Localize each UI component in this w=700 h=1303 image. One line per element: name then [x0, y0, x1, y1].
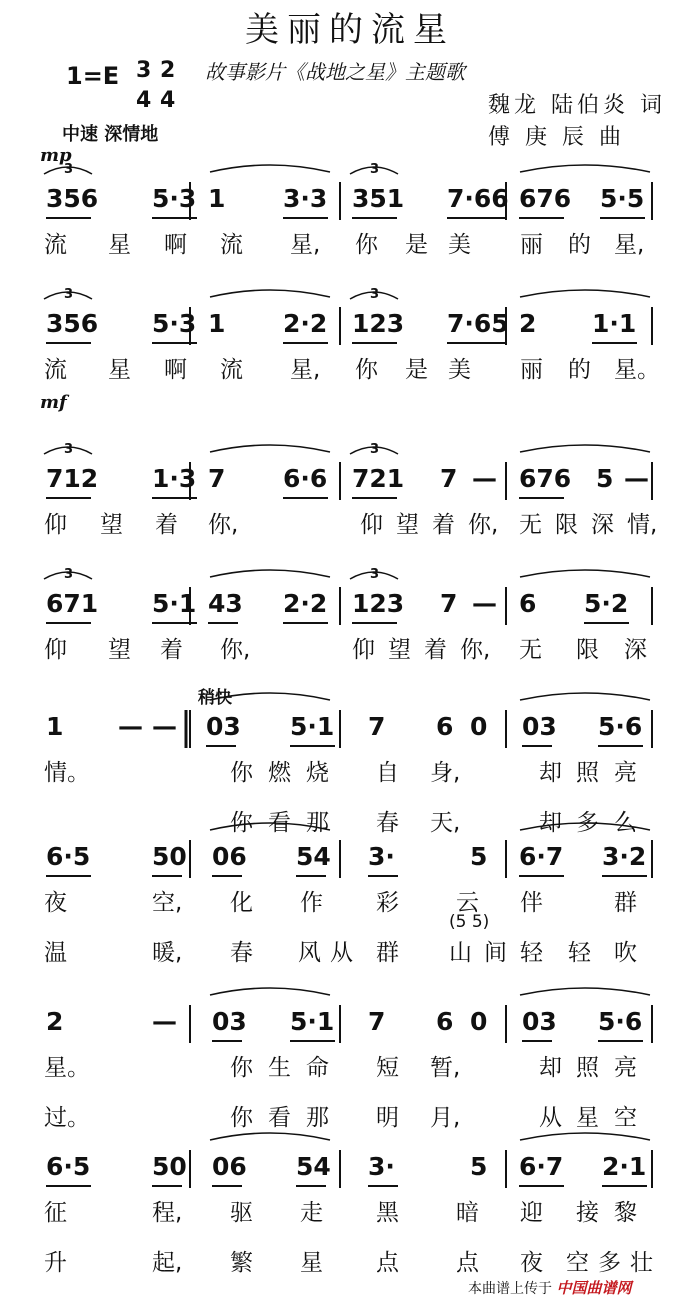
lyric-syllable: 情。	[44, 760, 90, 786]
lyric-syllable: 温	[44, 940, 67, 966]
lyric-syllable: 限	[555, 512, 578, 538]
note-group: 1·3	[152, 464, 197, 493]
lyric-syllable: 亮	[614, 760, 637, 786]
lyric-syllable: 你,	[220, 637, 251, 663]
lyric-syllable: 流	[44, 357, 67, 383]
lyric-syllable: 你	[230, 1105, 253, 1131]
lyric-syllable: 命	[306, 1055, 329, 1081]
lyric-syllable: 却	[539, 760, 562, 786]
slur	[520, 823, 650, 830]
note-group: 2·2	[283, 589, 328, 618]
note-group: 1	[46, 712, 64, 741]
time-sig-2-bottom: 4	[160, 88, 176, 113]
slur	[520, 445, 650, 452]
slur	[210, 445, 330, 452]
slur	[520, 1133, 650, 1140]
note-group: 3·	[368, 1152, 395, 1181]
song-title: 美丽的流星	[245, 10, 455, 50]
triplet-mark: 3	[370, 162, 380, 177]
lyric-syllable: 走	[300, 1200, 323, 1226]
tempo-change: 稍快	[198, 688, 232, 708]
note-group: 0	[470, 1007, 488, 1036]
time-sig-2-top: 2	[160, 58, 176, 83]
lyric-syllable: 你,	[460, 637, 491, 663]
slur	[210, 290, 330, 297]
triplet-mark: 3	[370, 567, 380, 582]
note-group: —	[118, 712, 143, 741]
lyric-syllable: 春	[230, 940, 253, 966]
lyric-syllable: 么	[614, 810, 637, 836]
lyric-syllable: 星,	[290, 357, 321, 383]
lyric-syllable: 夜	[44, 890, 67, 916]
lyric-syllable: 身,	[430, 760, 461, 786]
triplet-mark: 3	[64, 567, 74, 582]
lyric-syllable: 星	[300, 1250, 323, 1276]
lyric-syllable: 亮	[614, 1055, 637, 1081]
note-group: 712	[46, 464, 99, 493]
lyric-syllable: 却	[539, 810, 562, 836]
lyric-syllable: 征	[44, 1200, 67, 1226]
note-group: 7	[368, 1007, 386, 1036]
lyric-syllable: 仰	[360, 512, 383, 538]
triplet-arc	[44, 292, 92, 299]
triplet-mark: 3	[64, 162, 74, 177]
note-group: —	[472, 464, 497, 493]
lyric-syllable: 黑	[376, 1200, 399, 1226]
triplet-mark: 3	[370, 442, 380, 457]
note-group: 7	[208, 464, 226, 493]
lyric-syllable: 那	[306, 1105, 329, 1131]
lyric-syllable: 星	[576, 1105, 599, 1131]
note-group: 2·2	[283, 309, 328, 338]
lyric-syllable: 彩	[376, 890, 399, 916]
note-group: 6·5	[46, 842, 91, 871]
lyric-syllable: 照	[576, 760, 599, 786]
lyric-syllable: 你	[230, 1055, 253, 1081]
slur	[520, 290, 650, 297]
lyric-syllable: 生	[268, 1055, 291, 1081]
lyric-syllable: 啊	[164, 357, 187, 383]
lyric-syllable: 化	[230, 890, 253, 916]
note-group: 7·65	[447, 309, 509, 338]
slur	[210, 1133, 330, 1140]
note-group: 5	[470, 842, 488, 871]
lyric-syllable: 风	[298, 940, 321, 966]
lyric-syllable: 仰	[44, 512, 67, 538]
note-group: 5·1	[290, 1007, 335, 1036]
lyric-syllable: 山	[449, 940, 472, 966]
lyric-syllable: 驱	[230, 1200, 253, 1226]
slur	[210, 823, 330, 830]
note-group: 6	[436, 1007, 454, 1036]
lyric-syllable: 星。	[44, 1055, 90, 1081]
note-group: 06	[212, 842, 247, 871]
note-group: 7	[440, 589, 458, 618]
lyric-syllable: 迎	[520, 1200, 543, 1226]
note-group: 1	[208, 309, 226, 338]
lyric-syllable: 限	[576, 637, 599, 663]
lyric-syllable: 啊	[164, 232, 187, 258]
note-group: 5·1	[152, 589, 197, 618]
note-group: 351	[352, 184, 405, 213]
time-sig-1-bottom: 4	[136, 88, 152, 113]
lyric-syllable: 空	[566, 1250, 589, 1276]
lyric-syllable: 无	[519, 637, 542, 663]
note-group: 5·2	[584, 589, 629, 618]
lyric-syllable: 你	[230, 760, 253, 786]
lyric-syllable: 美	[448, 357, 471, 383]
lyric-syllable: 星	[108, 232, 131, 258]
note-group: 03	[522, 1007, 557, 1036]
lyric-syllable: 吹	[614, 940, 637, 966]
note-group: 5·3	[152, 184, 197, 213]
lyric-syllable: 的	[568, 357, 591, 383]
slur	[520, 693, 650, 700]
note-group: 123	[352, 589, 405, 618]
lyric-syllable: 黎	[614, 1200, 637, 1226]
lyric-syllable: 多	[598, 1250, 621, 1276]
triplet-mark: 3	[370, 287, 380, 302]
note-group: 06	[212, 1152, 247, 1181]
slur	[210, 988, 330, 995]
composer: 傅 庚 辰 曲	[488, 125, 625, 150]
lyric-syllable: 望	[396, 512, 419, 538]
lyric-syllable: 过。	[44, 1105, 90, 1131]
note-group: 5·6	[598, 1007, 643, 1036]
note-group: 5·3	[152, 309, 197, 338]
site-logo-text: 中国曲谱网	[556, 1279, 632, 1297]
lyric-syllable: 流	[220, 357, 243, 383]
triplet-arc	[44, 167, 92, 174]
note-group: 5·1	[290, 712, 335, 741]
note-group: 50	[152, 1152, 187, 1181]
footer-credit: 本曲谱上传于 中国曲谱网	[468, 1279, 632, 1297]
note-group: 123	[352, 309, 405, 338]
lyric-syllable: 那	[306, 810, 329, 836]
lyric-syllable: 空	[614, 1105, 637, 1131]
note-group: 2·1	[602, 1152, 647, 1181]
note-group: 54	[296, 1152, 331, 1181]
lyric-syllable: 星,	[614, 232, 645, 258]
triplet-arc	[350, 572, 398, 579]
lyric-syllable: 看	[268, 810, 291, 836]
lyric-syllable: 燃	[268, 760, 291, 786]
lyric-syllable: 你	[355, 232, 378, 258]
lyric-syllable: 伴	[520, 890, 543, 916]
lyric-syllable: 丽	[520, 232, 543, 258]
note-group: 43	[208, 589, 243, 618]
dynamic-mp: mp	[40, 145, 72, 166]
lyric-syllable: 暖,	[152, 940, 183, 966]
note-group: 676	[519, 464, 572, 493]
lyric-syllable: 你	[230, 810, 253, 836]
note-group: 6	[436, 712, 454, 741]
alt-notes: (5 5)	[449, 912, 490, 932]
slur	[210, 570, 330, 577]
lyric-syllable: 繁	[230, 1250, 253, 1276]
key-signature: 1=E	[66, 62, 120, 90]
lyric-syllable: 作	[300, 890, 323, 916]
lyric-syllable: 星,	[290, 232, 321, 258]
slur	[210, 693, 330, 700]
note-group: 2	[519, 309, 537, 338]
lyric-syllable: 流	[220, 232, 243, 258]
note-group: —	[152, 712, 177, 741]
lyric-syllable: 多	[576, 810, 599, 836]
lyric-syllable: 点	[376, 1250, 399, 1276]
lyric-syllable: 升	[44, 1250, 67, 1276]
lyric-syllable: 烧	[306, 760, 329, 786]
note-group: 7	[440, 464, 458, 493]
note-group: —	[624, 464, 649, 493]
note-group: 03	[212, 1007, 247, 1036]
lyric-syllable: 春	[376, 810, 399, 836]
song-subtitle: 故事影片《战地之星》主题歌	[205, 60, 465, 84]
lyric-syllable: 轻	[520, 940, 543, 966]
slur	[520, 988, 650, 995]
note-group: 6·7	[519, 1152, 564, 1181]
triplet-mark: 3	[64, 442, 74, 457]
lyric-syllable: 明	[376, 1105, 399, 1131]
note-group: 6·6	[283, 464, 328, 493]
lyricist: 魏龙 陆伯炎 词	[488, 93, 666, 118]
lyric-syllable: 却	[539, 1055, 562, 1081]
lyric-syllable: 天,	[430, 810, 461, 836]
note-group: —	[472, 589, 497, 618]
lyric-syllable: 着	[160, 637, 183, 663]
note-group: 3·	[368, 842, 395, 871]
note-group: 671	[46, 589, 99, 618]
lyric-syllable: 接	[576, 1200, 599, 1226]
note-group: 5·6	[598, 712, 643, 741]
lyric-syllable: 仰	[44, 637, 67, 663]
note-group: 03	[206, 712, 241, 741]
note-group: 356	[46, 309, 99, 338]
lyric-syllable: 程,	[152, 1200, 183, 1226]
lyric-syllable: 轻	[568, 940, 591, 966]
slur	[210, 165, 330, 172]
lyric-syllable: 着	[432, 512, 455, 538]
lyric-syllable: 暗	[456, 1200, 479, 1226]
note-group: 1·1	[592, 309, 637, 338]
note-group: —	[152, 1007, 177, 1036]
note-group: 5	[470, 1152, 488, 1181]
lyric-syllable: 你	[355, 357, 378, 383]
note-group: 2	[46, 1007, 64, 1036]
lyric-syllable: 是	[405, 357, 428, 383]
note-group: 0	[470, 712, 488, 741]
lyric-syllable: 自	[376, 760, 399, 786]
lyric-syllable: 着	[424, 637, 447, 663]
note-group: 6·7	[519, 842, 564, 871]
lyric-syllable: 照	[576, 1055, 599, 1081]
lyric-syllable: 看	[268, 1105, 291, 1131]
note-group: 5	[596, 464, 614, 493]
lyric-syllable: 无	[519, 512, 542, 538]
note-group: 6	[519, 589, 537, 618]
lyric-syllable: 的	[568, 232, 591, 258]
note-group: 676	[519, 184, 572, 213]
triplet-arc	[44, 572, 92, 579]
note-group: 1	[208, 184, 226, 213]
lyric-syllable: 群	[376, 940, 399, 966]
note-group: 03	[522, 712, 557, 741]
slur	[520, 570, 650, 577]
triplet-arc	[350, 447, 398, 454]
lyric-syllable: 望	[108, 637, 131, 663]
lyric-syllable: 深	[591, 512, 614, 538]
lyric-syllable: 月,	[430, 1105, 461, 1131]
lyric-syllable: 短	[376, 1055, 399, 1081]
lyric-syllable: 星。	[614, 357, 660, 383]
triplet-arc	[350, 167, 398, 174]
lyric-syllable: 是	[405, 232, 428, 258]
lyric-syllable: 望	[388, 637, 411, 663]
note-group: 7·66	[447, 184, 509, 213]
lyric-syllable: 壮	[630, 1250, 653, 1276]
lyric-syllable: 仰	[352, 637, 375, 663]
lyric-syllable: 星	[108, 357, 131, 383]
note-group: 7	[368, 712, 386, 741]
note-group: 6·5	[46, 1152, 91, 1181]
note-group: 721	[352, 464, 405, 493]
note-group: 3·3	[283, 184, 328, 213]
lyric-syllable: 你,	[208, 512, 239, 538]
time-sig-1-top: 3	[136, 58, 152, 83]
lyric-syllable: 流	[44, 232, 67, 258]
tempo-marking: 中速 深情地	[62, 124, 159, 145]
lyric-syllable: 暂,	[430, 1055, 461, 1081]
triplet-mark: 3	[64, 287, 74, 302]
lyric-syllable: 深	[624, 637, 647, 663]
lyric-syllable: 从	[539, 1105, 562, 1131]
lyric-syllable: 点	[456, 1250, 479, 1276]
note-group: 50	[152, 842, 187, 871]
lyric-syllable: 夜	[520, 1250, 543, 1276]
lyric-syllable: 着	[155, 512, 178, 538]
lyric-syllable: 情,	[627, 512, 658, 538]
lyric-syllable: 你,	[468, 512, 499, 538]
lyric-syllable: 间	[484, 940, 507, 966]
lyric-syllable: 群	[614, 890, 637, 916]
triplet-arc	[350, 292, 398, 299]
note-group: 3·2	[602, 842, 647, 871]
note-group: 356	[46, 184, 99, 213]
dynamic-mf: mf	[40, 392, 67, 413]
lyric-syllable: 云	[456, 890, 479, 916]
slur	[520, 165, 650, 172]
note-group: 54	[296, 842, 331, 871]
lyric-syllable: 起,	[152, 1250, 183, 1276]
lyric-syllable: 美	[448, 232, 471, 258]
triplet-arc	[44, 447, 92, 454]
lyric-syllable: 丽	[520, 357, 543, 383]
lyric-syllable: 空,	[152, 890, 183, 916]
note-group: 5·5	[600, 184, 645, 213]
lyric-syllable: 望	[100, 512, 123, 538]
lyric-syllable: 从	[330, 940, 353, 966]
